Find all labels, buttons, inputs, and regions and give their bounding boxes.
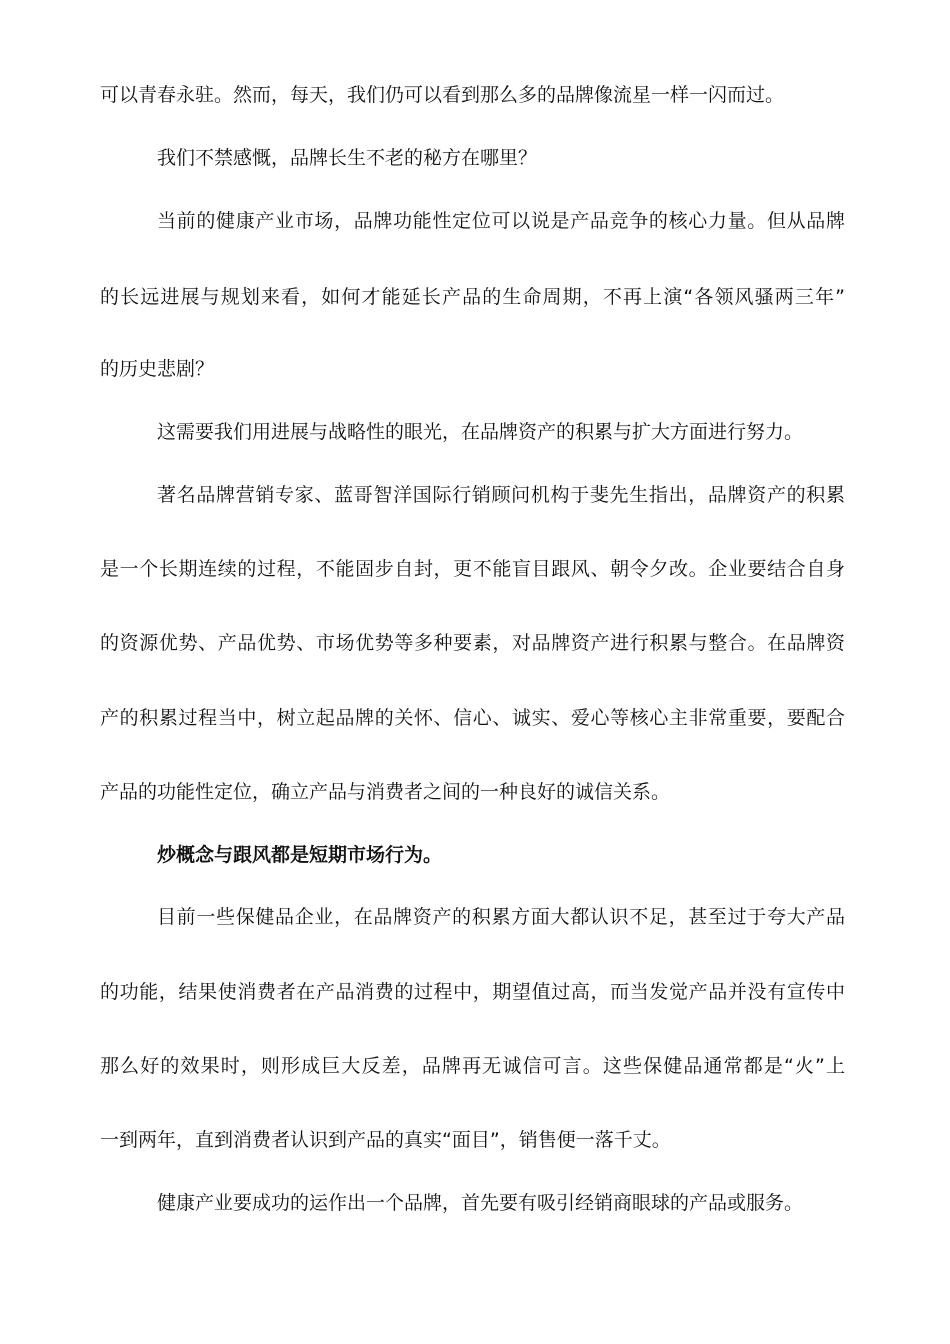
text-line: 健康产业要成功的运作出一个品牌，首先要有吸引经销商眼球的产品或服务。 xyxy=(157,1192,804,1214)
text-line: 著名品牌营销专家、蓝哥智洋国际行销顾问机构于斐先生指出，品牌资产的积累 xyxy=(157,484,845,506)
text-line: 一到两年，直到消费者认识到产品的真实“面目”，销售便一落千丈。 xyxy=(100,1129,671,1151)
text-line: 我们不禁感慨，品牌长生不老的秘方在哪里？ xyxy=(157,147,538,169)
text-line: 的历史悲剧？ xyxy=(100,358,215,380)
text-line: 这需要我们用进展与战略性的眼光，在品牌资产的积累与扩大方面进行努力。 xyxy=(157,421,804,443)
text-line: 目前一些保健品企业，在品牌资产的积累方面大都认识不足，甚至过于夸大产品 xyxy=(157,906,845,928)
text-line: 当前的健康产业市场，品牌功能性定位可以说是产品竞争的核心力量。但从品牌 xyxy=(157,210,845,232)
text-line: 产品的功能性定位，确立产品与消费者之间的一种良好的诚信关系。 xyxy=(100,781,671,803)
text-line: 的长远进展与规划来看，如何才能延长产品的生命周期，不再上演“各领风骚两三年” xyxy=(100,286,845,308)
text-line: 产的积累过程当中，树立起品牌的关怀、信心、诚实、爱心等核心主非常重要，要配合 xyxy=(100,707,845,729)
section-heading: 炒概念与跟风都是短期市场行为。 xyxy=(157,844,443,866)
text-line: 是一个长期连续的过程，不能固步自封，更不能盲目跟风、朝令夕改。企业要结合自身 xyxy=(100,558,845,580)
text-line: 那么好的效果时，则形成巨大反差，品牌再无诚信可言。这些保健品通常都是“火”上 xyxy=(100,1055,845,1077)
text-line: 的功能，结果使消费者在产品消费的过程中，期望值过高，而当发觉产品并没有宣传中 xyxy=(100,981,845,1003)
text-line: 可以青春永驻。然而，每天，我们仍可以看到那么多的品牌像流星一样一闪而过。 xyxy=(100,84,785,106)
text-line: 的资源优势、产品优势、市场优势等多种要素，对品牌资产进行积累与整合。在品牌资 xyxy=(100,632,845,654)
